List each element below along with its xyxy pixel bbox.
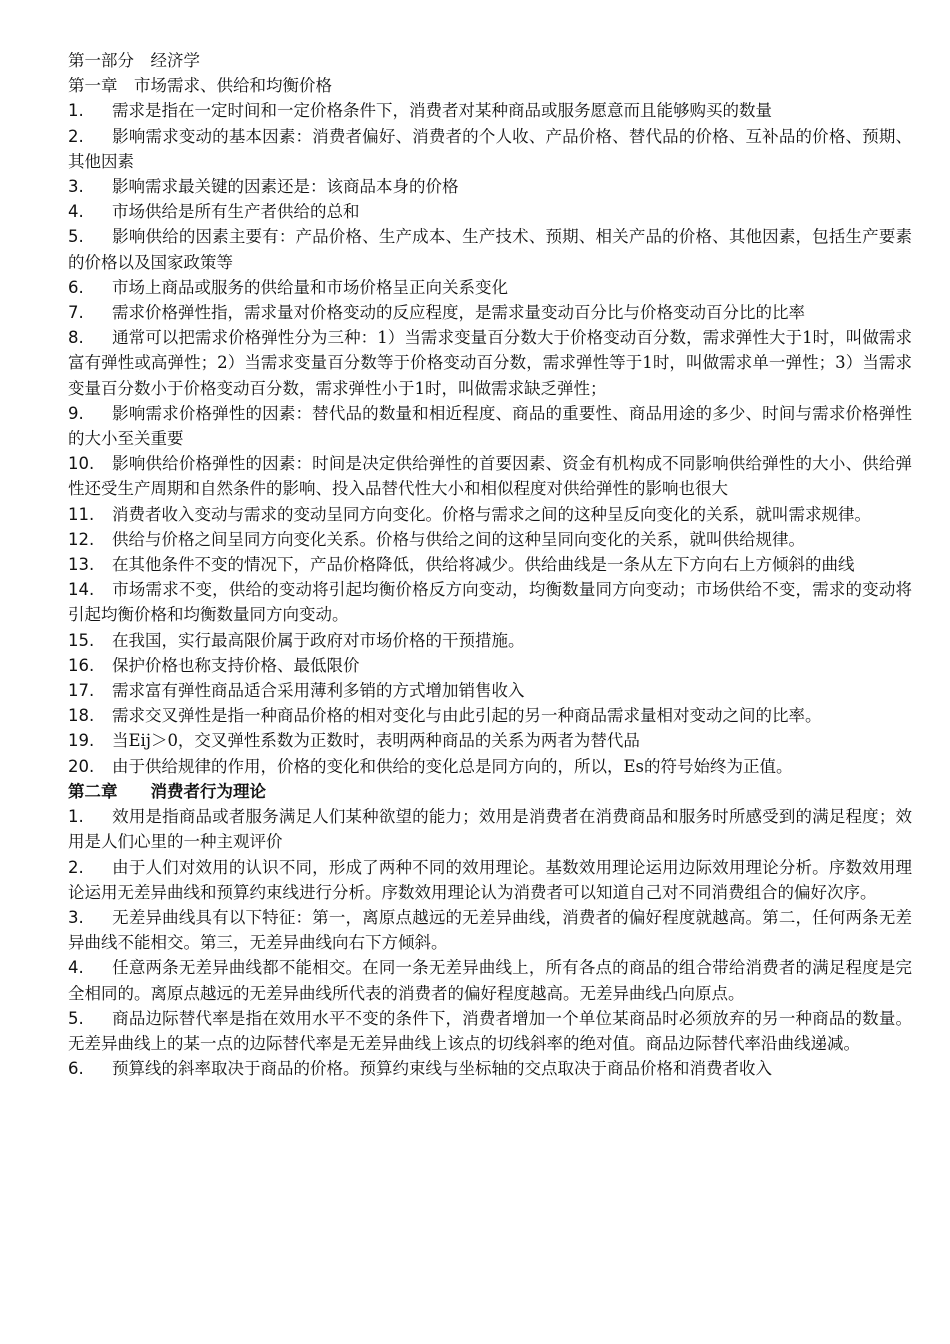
item-text: 市场供给是所有生产者供给的总和 <box>112 202 360 222</box>
item-text: 需求价格弹性指，需求量对价格变动的反应程度，是需求量变动百分比与价格变动百分比的比率 <box>112 303 805 323</box>
item-text: 无差异曲线具有以下特征：第一，离原点越远的无差异曲线，消费者的偏好程度就越高。第二，任何两条无差异曲线不能相交。第三，无差异曲线向右下方倾斜。 <box>68 907 912 953</box>
item-number: 5. <box>68 1008 84 1028</box>
list-item <box>68 275 912 300</box>
list-item <box>68 905 912 955</box>
list-item <box>68 703 912 728</box>
list-item <box>68 804 912 854</box>
list-item <box>68 1006 912 1056</box>
item-text: 需求是指在一定时间和一定价格条件下，消费者对某种商品或服务愿意而且能够购买的数量 <box>112 101 772 121</box>
list-item <box>68 451 912 501</box>
item-number: 11. <box>68 504 95 524</box>
list-item <box>68 754 912 779</box>
list-item <box>68 401 912 451</box>
item-number: 6. <box>68 277 84 297</box>
chapter-1-list <box>68 98 912 778</box>
list-item <box>68 678 912 703</box>
item-text: 预算线的斜率取决于商品的价格。预算约束线与坐标轴的交点取决于商品价格和消费者收入 <box>112 1059 772 1079</box>
item-text: 供给与价格之间呈同方向变化关系。价格与供给之间的这种呈同向变化的关系，就叫供给规律。 <box>112 529 805 549</box>
item-text: 效用是指商品或者服务满足人们某种欲望的能力；效用是消费者在消费商品和服务时所感受到的满足程度；效用是人们心里的一种主观评价 <box>68 807 912 852</box>
list-item <box>68 855 912 905</box>
list-item <box>68 552 912 577</box>
item-text: 通常可以把需求价格弹性分为三种：1）当需求变量百分数大于价格变动百分数，需求弹性大于1时，叫做需求富有弹性或高弹性；2）当需求变量百分数等于价格变动百分数，需求弹性等于1时，叫做需求单一弹性；3）当需求变量百分数小于价格变动百分数，需求弹性小于1时，叫做需求缺乏弹性； <box>68 328 912 398</box>
part-title: 第一部分 经济学 <box>68 51 200 70</box>
list-item <box>68 224 912 274</box>
item-text: 在我国，实行最高限价属于政府对市场价格的干预措施。 <box>112 630 525 650</box>
item-number: 20. <box>68 756 95 776</box>
item-number: 12. <box>68 529 95 549</box>
list-item <box>68 98 912 123</box>
item-number: 10. <box>68 454 95 474</box>
list-item <box>68 527 912 552</box>
item-text: 保护价格也称支持价格、最低限价 <box>112 655 360 675</box>
chapter-2-list <box>68 804 912 1081</box>
item-text: 消费者收入变动与需求的变动呈同方向变化。价格与需求之间的这种呈反向变化的关系，就叫需求规律。 <box>112 504 871 524</box>
item-number: 3. <box>68 907 84 927</box>
item-number: 4. <box>68 958 84 978</box>
item-number: 1. <box>68 807 84 827</box>
list-item <box>68 199 912 224</box>
item-number: 14. <box>68 580 95 600</box>
item-number: 8. <box>68 328 84 348</box>
list-item <box>68 728 912 753</box>
item-text: 影响需求价格弹性的因素：替代品的数量和相近程度、商品的重要性、商品用途的多少、时间与需求价格弹性的大小至关重要 <box>68 403 912 449</box>
list-item <box>68 174 912 199</box>
item-number: 19. <box>68 731 95 751</box>
item-text: 商品边际替代率是指在效用水平不变的条件下，消费者增加一个单位某商品时必须放弃的另一种商品的数量。无差异曲线上的某一点的边际替代率是无差异曲线上该点的切线斜率的绝对值。商品边际替代率沿曲线递减。 <box>68 1008 912 1053</box>
item-number: 9. <box>68 403 84 423</box>
item-number: 17. <box>68 681 95 701</box>
list-item <box>68 955 912 1005</box>
item-number: 16. <box>68 655 95 675</box>
chapter-2-title: 第二章 消费者行为理论 <box>68 781 266 801</box>
item-number: 7. <box>68 303 84 323</box>
item-text: 市场上商品或服务的供给量和市场价格呈正向关系变化 <box>112 277 508 297</box>
list-item <box>68 124 912 174</box>
item-text: 影响供给的因素主要有：产品价格、生产成本、生产技术、预期、相关产品的价格、其他因素，包括生产要素的价格以及国家政策等 <box>68 227 912 272</box>
item-number: 3. <box>68 177 84 197</box>
item-text: 由于供给规律的作用，价格的变化和供给的变化总是同方向的，所以，Es的符号始终为正值。 <box>112 756 793 776</box>
item-text: 市场需求不变，供给的变动将引起均衡价格反方向变动，均衡数量同方向变动；市场供给不变，需求的变动将引起均衡价格和均衡数量同方向变动。 <box>68 580 912 625</box>
item-text: 需求富有弹性商品适合采用薄利多销的方式增加销售收入 <box>112 681 525 701</box>
item-text: 由于人们对效用的认识不同，形成了两种不同的效用理论。基数效用理论运用边际效用理论分析。序数效用理论运用无差异曲线和预算约束线进行分析。序数效用理论认为消费者可以知道自己对不同消费组合的偏好次序。 <box>68 857 912 902</box>
item-number: 2. <box>68 126 84 146</box>
list-item <box>68 653 912 678</box>
item-text: 需求交叉弹性是指一种商品价格的相对变化与由此引起的另一种商品需求量相对变动之间的比率。 <box>112 706 822 726</box>
list-item <box>68 300 912 325</box>
list-item <box>68 502 912 527</box>
item-text: 影响需求变动的基本因素：消费者偏好、消费者的个人收、产品价格、替代品的价格、互补品的价格、预期、其他因素 <box>68 126 912 171</box>
list-item <box>68 628 912 653</box>
chapter-1-title: 第一章 市场需求、供给和均衡价格 <box>68 76 332 96</box>
item-number: 4. <box>68 202 84 222</box>
item-number: 2. <box>68 857 84 877</box>
list-item <box>68 325 912 401</box>
item-number: 13. <box>68 555 95 575</box>
item-number: 1. <box>68 101 84 121</box>
item-text: 在其他条件不变的情况下，产品价格降低，供给将减少。供给曲线是一条从左下方向右上方倾斜的曲线 <box>112 555 855 575</box>
item-text: 影响需求最关键的因素还是：该商品本身的价格 <box>112 177 459 197</box>
item-text: 影响供给价格弹性的因素：时间是决定供给弹性的首要因素、资金有机构成不同影响供给弹性的大小、供给弹性还受生产周期和自然条件的影响、投入品替代性大小和相似程度对供给弹性的影响也很大 <box>68 454 912 499</box>
item-text: 任意两条无差异曲线都不能相交。在同一条无差异曲线上，所有各点的商品的组合带给消费者的满足程度是完全相同的。离原点越远的无差异曲线所代表的消费者的偏好程度越高。无差异曲线凸向原点。 <box>68 958 912 1003</box>
item-number: 5. <box>68 227 84 247</box>
item-number: 15. <box>68 630 95 650</box>
list-item <box>68 577 912 627</box>
item-text: 当Eij＞0，交叉弹性系数为正数时，表明两种商品的关系为两者为替代品 <box>112 731 640 751</box>
item-number: 18. <box>68 706 95 726</box>
list-item <box>68 1056 912 1081</box>
item-number: 6. <box>68 1059 84 1079</box>
